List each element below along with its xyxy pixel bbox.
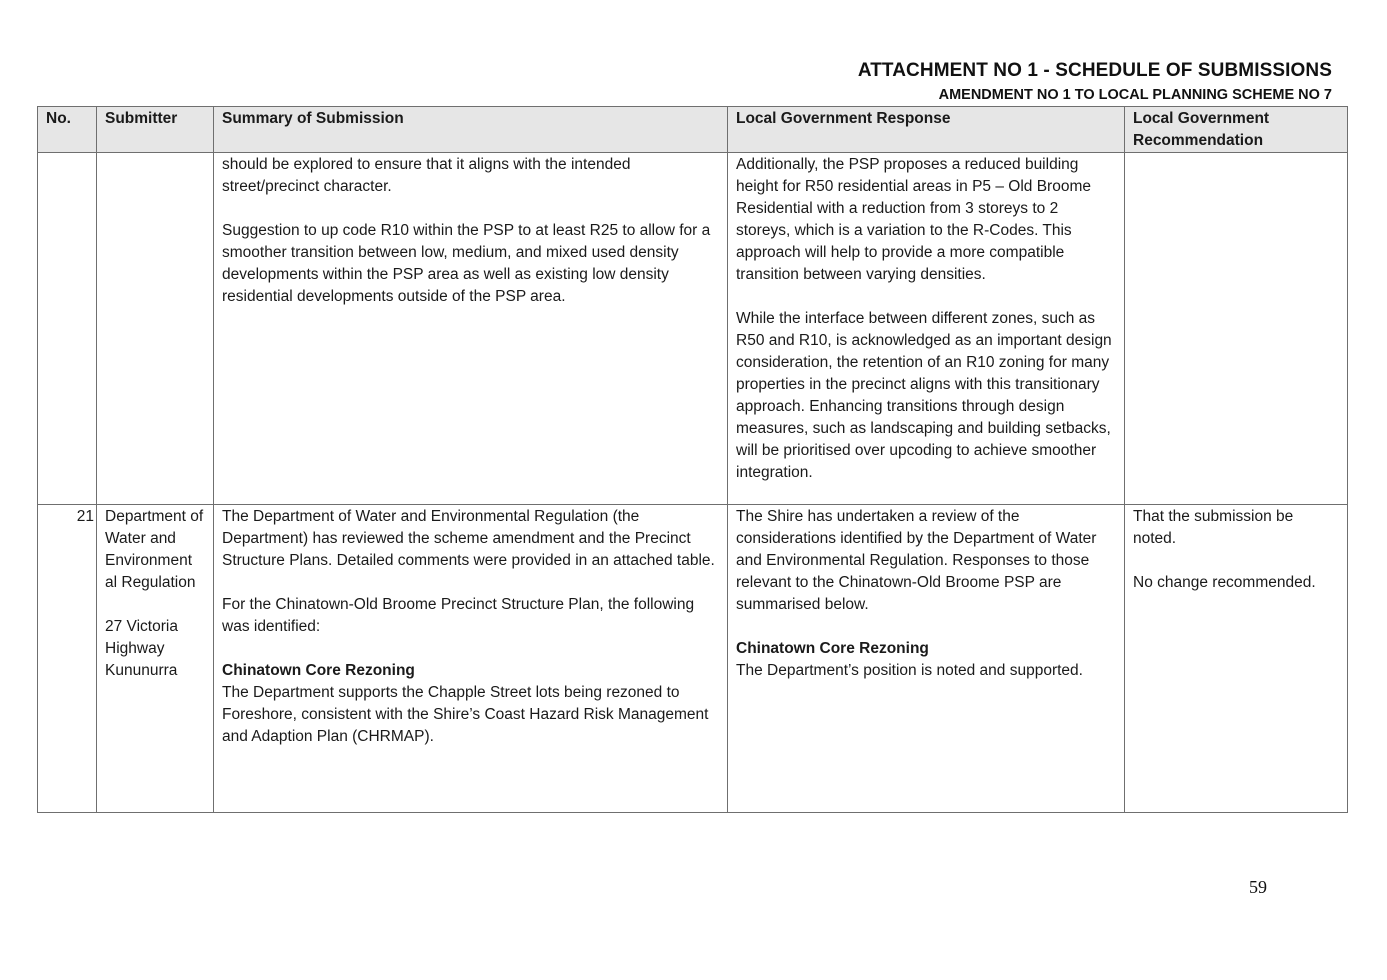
recommendation-paragraph: No change recommended. bbox=[1133, 574, 1316, 591]
response-paragraph: Additionally, the PSP proposes a reduced building height for R50 residential areas in P5 – Old Broome Residential with a reduction from 3 storeys to 2 storeys, which is a variation to the R-Codes. This approach will help to provide a more compatible transition between varying densities. bbox=[736, 156, 1091, 283]
summary-section bbox=[222, 660, 719, 748]
cell-response bbox=[728, 153, 1125, 505]
cell-response bbox=[728, 505, 1125, 813]
column-header-summary: Summary of Submission bbox=[214, 107, 728, 153]
cell-recommendation bbox=[1125, 153, 1348, 505]
column-header-submitter: Submitter bbox=[97, 107, 214, 153]
response-paragraph: The Shire has undertaken a review of the considerations identified by the Department of Water and Environmental Regulation. Responses to those relevant to the Chinatown-Old Broome PSP are summarised below. bbox=[736, 508, 1097, 613]
submitter-name: Department of Water and Environment al Regulation bbox=[105, 508, 204, 591]
response-paragraph: The Department’s position is noted and supported. bbox=[736, 662, 1083, 679]
summary-heading: Chinatown Core Rezoning bbox=[222, 662, 415, 679]
cell-no bbox=[38, 153, 97, 505]
table-row-continued bbox=[38, 153, 1348, 505]
submission-number: 21 bbox=[38, 505, 97, 813]
column-header-response: Local Government Response bbox=[728, 107, 1125, 153]
cell-recommendation bbox=[1125, 505, 1348, 813]
amendment-subtitle: AMENDMENT NO 1 TO LOCAL PLANNING SCHEME NO 7 bbox=[938, 87, 1332, 103]
cell-summary bbox=[214, 153, 728, 505]
cell-submitter bbox=[97, 153, 214, 505]
recommendation-paragraph: That the submission be noted. bbox=[1133, 508, 1294, 547]
response-paragraph: While the interface between different zones, such as R50 and R10, is acknowledged as an important design consideration, the retention of an R10 zoning for many properties in the precinct aligns with this transitionary approach. Enhancing transitions through design measures, such as landscaping and building setbacks, will be prioritised over upcoding to achieve smoother integration. bbox=[736, 310, 1112, 481]
summary-paragraph: For the Chinatown-Old Broome Precinct Structure Plan, the following was identified: bbox=[222, 596, 695, 635]
table-header-row bbox=[38, 107, 1348, 153]
response-section bbox=[736, 638, 1116, 682]
summary-paragraph: should be explored to ensure that it aligns with the intended street/precinct character. bbox=[222, 156, 631, 195]
submissions-table bbox=[37, 106, 1348, 813]
summary-paragraph: The Department supports the Chapple Street lots being rezoned to Foreshore, consistent with the Shire’s Coast Hazard Risk Management and Adaption Plan (CHRMAP). bbox=[222, 684, 709, 745]
table-row-21 bbox=[38, 505, 1348, 813]
attachment-title: ATTACHMENT NO 1 - SCHEDULE OF SUBMISSIONS bbox=[857, 60, 1332, 81]
submitter-address: 27 Victoria Highway Kununurra bbox=[105, 618, 178, 679]
column-header-no: No. bbox=[38, 107, 97, 153]
column-header-recommendation: Local Government Recommendation bbox=[1125, 107, 1348, 153]
response-heading: Chinatown Core Rezoning bbox=[736, 640, 929, 657]
page-number: 59 bbox=[1249, 877, 1267, 897]
summary-paragraph: The Department of Water and Environmental Regulation (the Department) has reviewed the scheme amendment and the Precinct Structure Plans. Detailed comments were provided in an attached table. bbox=[222, 508, 715, 569]
cell-submitter bbox=[97, 505, 214, 813]
summary-paragraph: Suggestion to up code R10 within the PSP to at least R25 to allow for a smoother transition between low, medium, and mixed used density developments within the PSP area as well as existing low density residential developments outside of the PSP area. bbox=[222, 222, 711, 305]
cell-summary bbox=[214, 505, 728, 813]
